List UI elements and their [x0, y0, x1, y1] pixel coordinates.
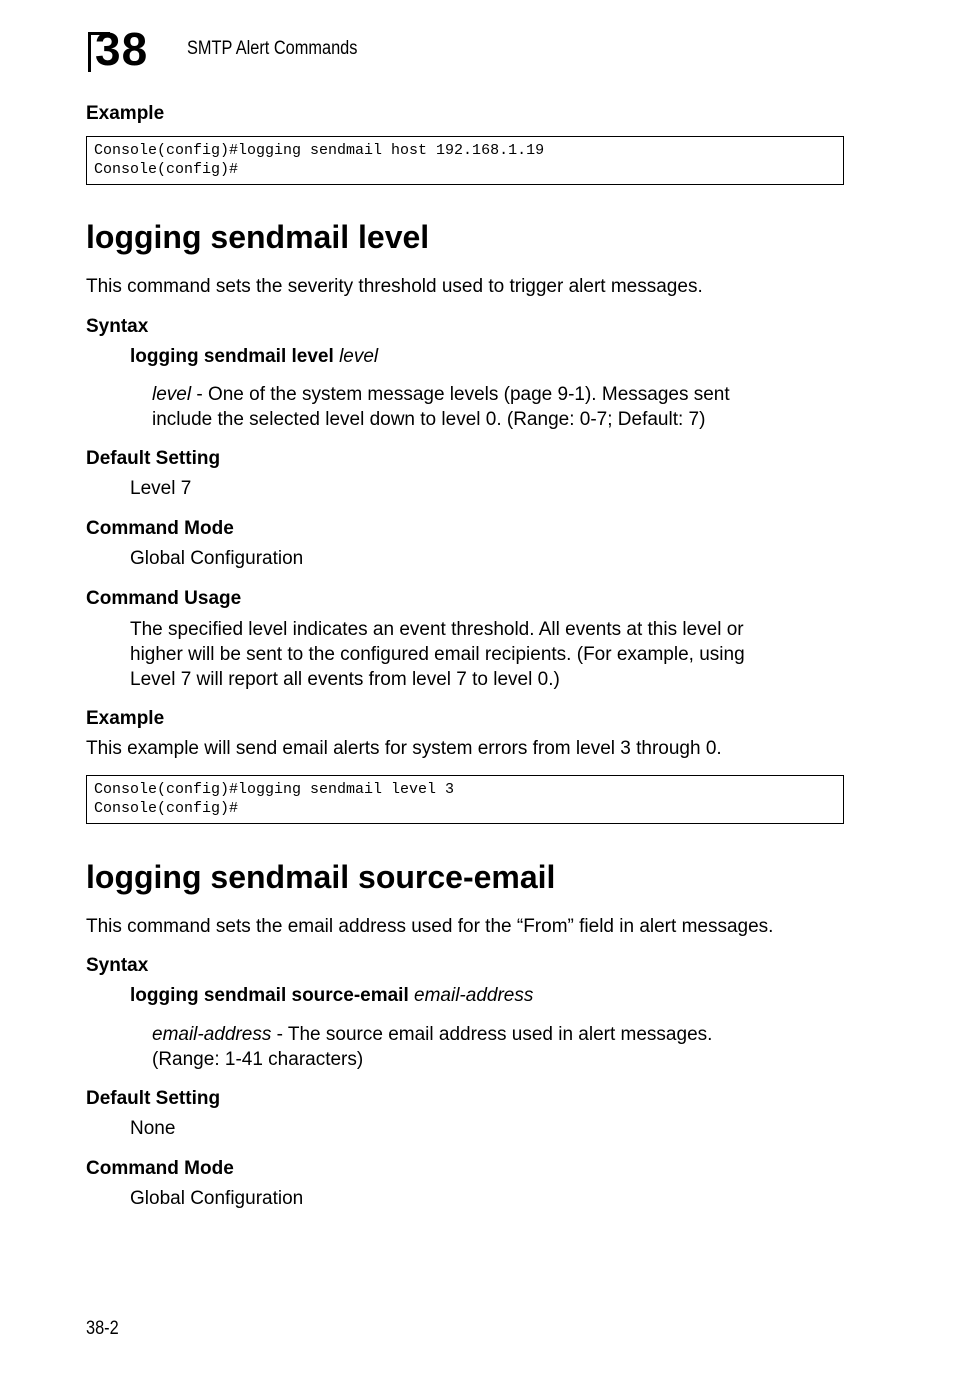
section-title-level: logging sendmail level — [86, 219, 430, 255]
section-description: This command sets the email address used for the “From” field in alert messages. — [86, 916, 774, 937]
param-description — [152, 1022, 712, 1072]
section-description: This command sets the severity threshold used to trigger alert messages. — [86, 276, 703, 297]
section-title-source-email: logging sendmail source-email — [86, 859, 556, 895]
command-mode-value: Global Configuration — [130, 548, 304, 569]
syntax-heading: Syntax — [86, 955, 149, 976]
usage-line: higher will be sent to the configured email recipients. (For example, using — [130, 644, 745, 665]
page-number: 38-2 — [86, 1318, 119, 1339]
default-setting-heading: Default Setting — [86, 448, 221, 469]
syntax-param: email-address — [414, 985, 534, 1006]
code-example-2 — [86, 775, 844, 824]
param-desc-line: (Range: 1-41 characters) — [152, 1049, 364, 1070]
code-example-1 — [86, 136, 844, 185]
example-text: This example will send email alerts for system errors from level 3 through 0. — [86, 738, 722, 759]
param-desc-line: include the selected level down to level 0. (Range: 0-7; Default: 7) — [152, 409, 706, 430]
code-line: Console(config)#logging sendmail level 3 — [94, 781, 455, 798]
command-usage-text — [130, 617, 745, 692]
usage-line: The specified level indicates an event threshold. All events at this level or — [130, 619, 744, 640]
default-setting-value: Level 7 — [130, 478, 192, 499]
chapter-number-text: 38 — [95, 23, 149, 75]
command-mode-heading: Command Mode — [86, 518, 234, 539]
code-line: Console(config)# — [94, 800, 239, 817]
syntax-line — [130, 346, 378, 368]
default-setting-value: None — [130, 1118, 176, 1139]
chapter-number — [88, 23, 168, 75]
param-name: email-address — [152, 1024, 272, 1045]
chapter-bar — [88, 32, 91, 72]
usage-line: Level 7 will report all events from level 7 to level 0.) — [130, 669, 560, 690]
code-line: Console(config)# — [94, 161, 239, 178]
example-heading: Example — [86, 708, 165, 729]
syntax-command: logging sendmail source-email — [130, 985, 409, 1006]
param-name: level — [152, 384, 192, 405]
syntax-heading: Syntax — [86, 316, 149, 337]
example-heading: Example — [86, 103, 165, 124]
param-desc-line: - The source email address used in alert messages. — [271, 1024, 713, 1045]
param-description — [152, 382, 730, 432]
syntax-line — [130, 985, 533, 1007]
param-desc-line: - One of the system message levels (page 9-1). Messages sent — [191, 384, 730, 405]
command-mode-heading: Command Mode — [86, 1158, 234, 1179]
running-title: SMTP Alert Commands — [187, 38, 358, 59]
syntax-command: logging sendmail level — [130, 346, 334, 367]
default-setting-heading: Default Setting — [86, 1088, 221, 1109]
syntax-param: level — [339, 346, 379, 367]
command-mode-value: Global Configuration — [130, 1188, 304, 1209]
code-line: Console(config)#logging sendmail host 192.168.1.19 — [94, 142, 545, 159]
command-usage-heading: Command Usage — [86, 588, 242, 609]
